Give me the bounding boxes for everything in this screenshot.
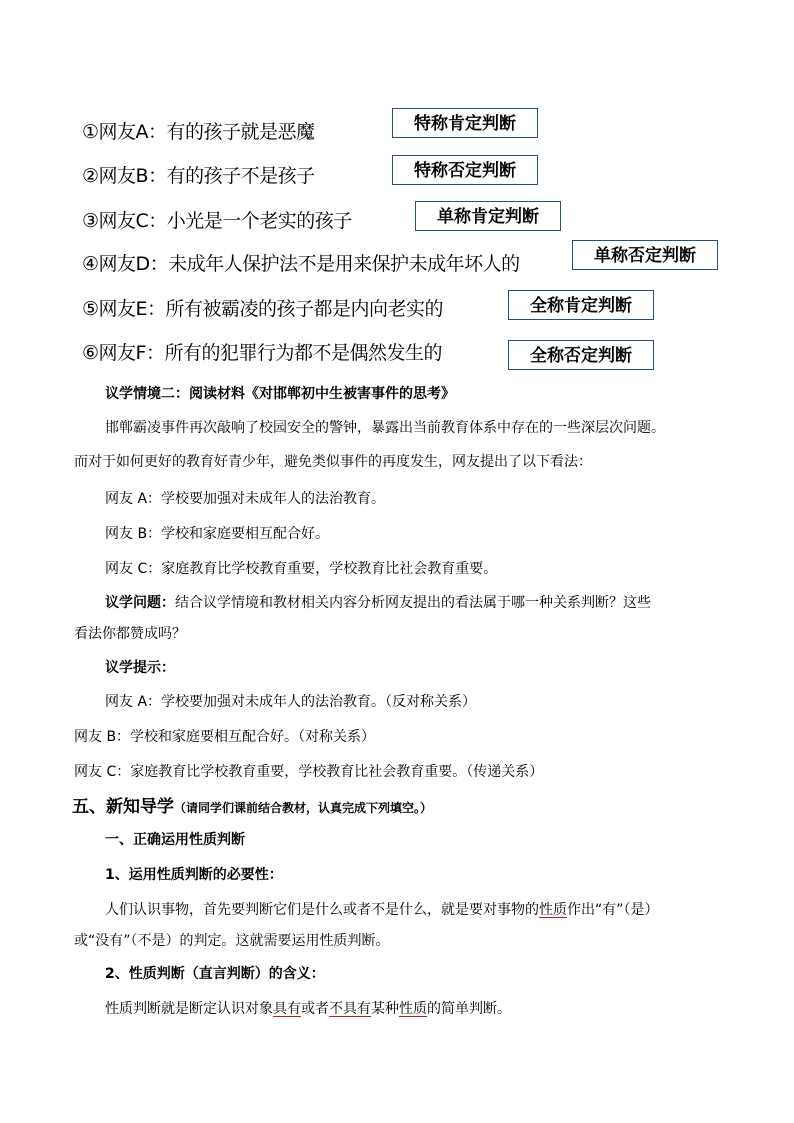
item2-blank-has: 具有 xyxy=(273,1001,301,1017)
example-2-text: ②网友B：有的孩子不是孩子 xyxy=(82,165,315,187)
item1-text-a: 人们认识事物，首先要判断它们是什么或者不是什么，就是要对事物的 xyxy=(105,902,539,918)
question-text1: 结合议学情境和教材相关内容分析网友提出的看法属于哪一种关系判断？这些 xyxy=(175,595,651,611)
example-2-label-box: 特称否定判断 xyxy=(392,155,538,185)
question-line2: 看法你都赞成吗？ xyxy=(74,626,186,642)
example-6-label-box: 全称否定判断 xyxy=(508,340,654,370)
item1-title: 1、运用性质判断的必要性： xyxy=(105,867,283,883)
example-3-text: ③网友C：小光是一个老实的孩子 xyxy=(82,210,352,232)
hint-item-b: 网友 B：学校和家庭要相互配合好。（对称关系） xyxy=(74,729,376,745)
hint-label: 议学提示： xyxy=(105,660,175,676)
item2-text-c: 某种 xyxy=(371,1001,399,1017)
item2-text-a: 性质判断就是断定认识对象 xyxy=(105,1001,273,1017)
item1-blank-nature: 性质 xyxy=(539,902,567,918)
section5-heading xyxy=(72,797,432,818)
view-a: 网友 A：学校要加强对未成年人的法治教育。 xyxy=(105,491,386,507)
hint-item-c: 网友 C：家庭教育比学校教育重要，学校教育比社会教育重要。（传递关系） xyxy=(74,764,544,780)
example-3-label-box: 单称肯定判断 xyxy=(415,201,561,231)
item2-blank-not-has: 不具有 xyxy=(329,1001,371,1017)
hint-item-a: 网友 A：学校要加强对未成年人的法治教育。（反对称关系） xyxy=(105,694,477,710)
section5-note: （请同学们课前结合教材，认真完成下列填空。） xyxy=(174,801,433,815)
sub-heading-1: 一、正确运用性质判断 xyxy=(105,832,245,848)
example-5-label-box: 全称肯定判断 xyxy=(508,290,654,320)
example-4-text: ④网友D：未成年人保护法不是用来保护未成年坏人的 xyxy=(82,253,520,275)
item2-text-d: 的简单判断。 xyxy=(427,1001,511,1017)
question-line1 xyxy=(105,593,651,613)
example-1-label-box: 特称肯定判断 xyxy=(392,108,538,138)
example-1-text: ①网友A：有的孩子就是恶魔 xyxy=(82,121,315,143)
example-4-label-box: 单称否定判断 xyxy=(572,240,718,270)
item2-text-b: 或者 xyxy=(301,1001,329,1017)
item2-blank-nature: 性质 xyxy=(399,1001,427,1017)
item1-line1 xyxy=(105,900,659,920)
view-b: 网友 B：学校和家庭要相互配合好。 xyxy=(105,526,330,542)
section5-title: 五、新知导学 xyxy=(72,797,174,817)
example-6-text: ⑥网友F：所有的犯罪行为都不是偶然发生的 xyxy=(82,342,442,364)
situation2-paragraph-line1: 邯郸霸凌事件再次敲响了校园安全的警钟，暴露出当前教育体系中存在的一些深层次问题。 xyxy=(105,420,665,436)
situation2-paragraph-line2: 而对于如何更好的教育好青少年，避免类似事件的再度发生，网友提出了以下看法： xyxy=(74,454,592,470)
view-c: 网友 C：家庭教育比学校教育重要，学校教育比社会教育重要。 xyxy=(105,561,498,577)
situation2-heading: 议学情境二：阅读材料《对邯郸初中生被害事件的思考》 xyxy=(105,386,455,402)
item1-text-b: 作出“有”（是） xyxy=(567,902,659,918)
question-label: 议学问题： xyxy=(105,595,175,611)
item2-line1 xyxy=(105,999,511,1019)
item2-title: 2、性质判断（直言判断）的含义： xyxy=(105,966,325,982)
example-5-text: ⑤网友E：所有被霸凌的孩子都是内向老实的 xyxy=(82,298,444,320)
item1-line2: 或“没有”（不是）的判定。这就需要运用性质判断。 xyxy=(74,933,390,949)
